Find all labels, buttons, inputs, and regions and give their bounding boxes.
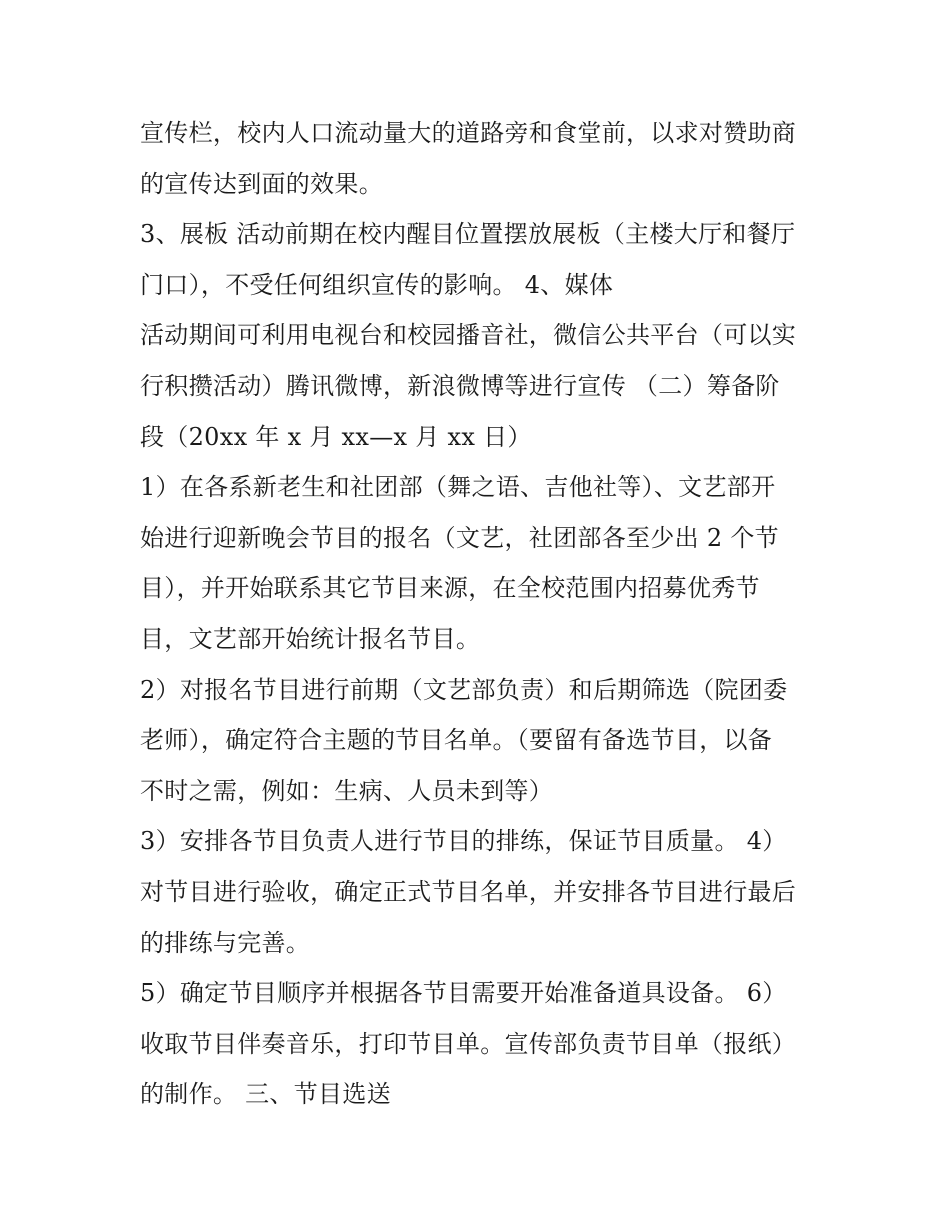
text-line: 目），并开始联系其它节目来源，在全校范围内招募优秀节 [140, 574, 760, 603]
text-line: 始进行迎新晚会节目的报名（文艺，社团部各至少出 2 个节 [140, 523, 779, 552]
text-line: 的排练与完善。 [140, 928, 311, 957]
text-line: 段（20xx 年 x 月 xx—x 月 xx 日） [140, 422, 532, 451]
text-line: 对节目进行验收，确定正式节目名单，并安排各节目进行最后 [140, 877, 797, 906]
text-line: 3、展板 活动前期在校内醒目位置摆放展板（主楼大厅和餐厅 [140, 220, 796, 249]
text-line: 5）确定节目顺序并根据各节目需要开始准备道具设备。 6） [140, 979, 787, 1008]
text-line: 的制作。 三、节目选送 [140, 1080, 391, 1109]
text-line: 的宣传达到面的效果。 [140, 169, 383, 198]
text-line: 宣传栏，校内人口流动量大的道路旁和食堂前，以求对赞助商 [140, 119, 797, 147]
text-line: 3）安排各节目负责人进行节目的排练，保证节目质量。 4） [140, 827, 787, 856]
text-line: 目，文艺部开始统计报名节目。 [140, 624, 481, 653]
text-line: 2）对报名节目进行前期（文艺部负责）和后期筛选（院团委 [140, 675, 788, 704]
text-line: 门口），不受任何组织宣传的影响。 4、媒体 [140, 270, 614, 299]
text-line: 老师），确定符合主题的节目名单。（要留有备选节目，以备 [140, 726, 773, 755]
document-body [140, 108, 820, 1120]
text-line: 活动期间可利用电视台和校园播音社，微信公共平台（可以实 [140, 321, 797, 350]
text-line: 收取节目伴奏音乐，打印节目单。宣传部负责节目单（报纸） [140, 1029, 797, 1058]
text-line: 1）在各系新老生和社团部（舞之语、吉他社等）、文艺部开 [140, 473, 776, 502]
text-line: 不时之需，例如：生病、人员未到等） [140, 776, 554, 805]
text-line: 行积攒活动）腾讯微博，新浪微博等进行宣传 （二）筹备阶 [140, 371, 780, 400]
